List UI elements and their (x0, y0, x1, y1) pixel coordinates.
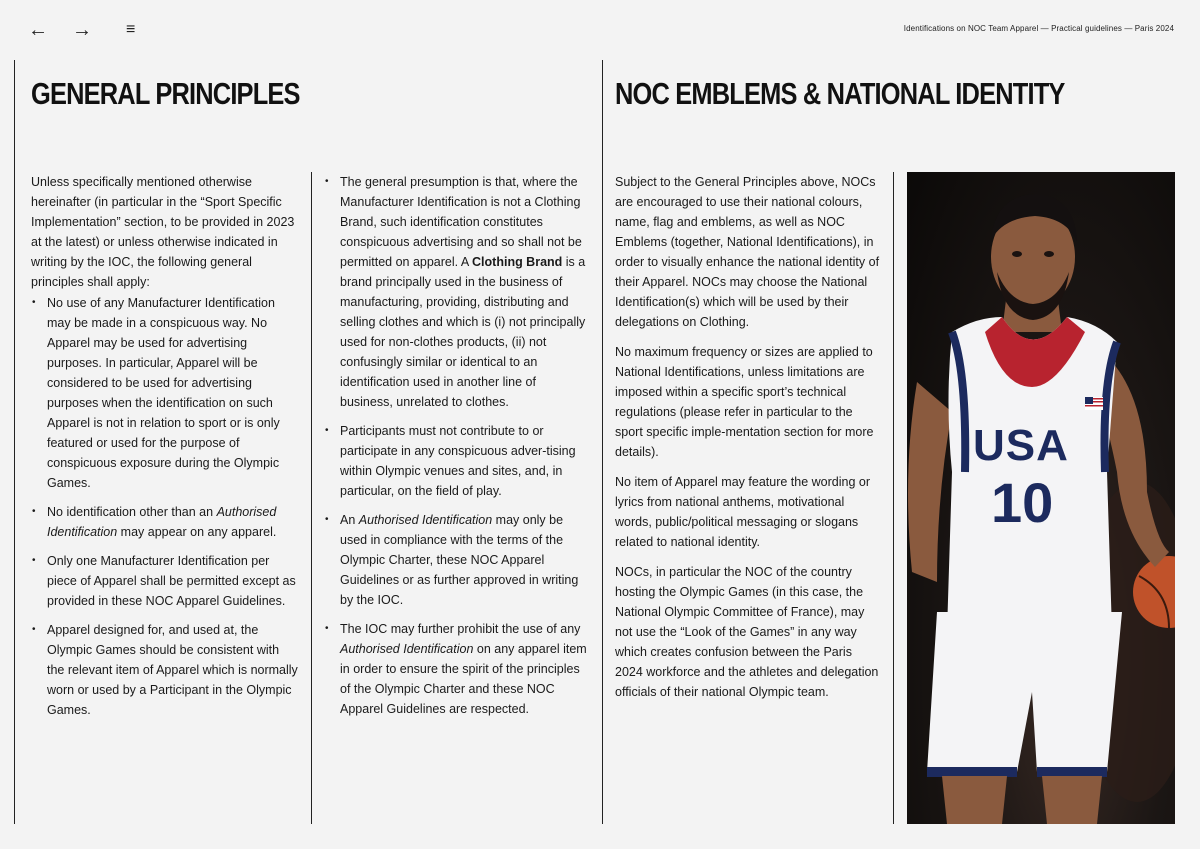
divider-middle (602, 60, 603, 824)
noc-emblems-title: NOC EMBLEMS & NATIONAL IDENTITY (615, 76, 1065, 111)
athlete-photo (907, 172, 1175, 824)
document-title: Identifications on NOC Team Apparel — Practical guidelines — Paris 2024 (903, 24, 1174, 33)
list-item: • No identification other than an Authorised Identification may appear on any apparel. (31, 502, 299, 542)
list-item: • Only one Manufacturer Identification per piece of Apparel shall be permitted except as provided in these NOC Apparel Guidelines. (31, 551, 299, 611)
list-item: • The general presumption is that, where the Manufacturer Identification is not a Clothing Brand, such identification constitutes conspicuous advertising and so shall not be permitted on apparel. A Clothing Brand is a brand principally used in the business of manufacturing, providing, distributing and selling clothes and which is (i) not principally used for non-clothes products, (ii) not confusingly similar or identical to an identification used in another line of business, unrelated to clothes. (324, 172, 590, 412)
list-item: • An Authorised Identification may only be used in compliance with the terms of the Olympic Charter, these NOC Apparel Guidelines or as further approved in writing by the IOC. (324, 510, 590, 610)
divider-column (311, 172, 312, 824)
authorised-identification-term: Authorised Identification (340, 642, 474, 656)
basketball-player-illustration (907, 172, 1175, 824)
divider-right (893, 172, 894, 824)
clothing-brand-term: Clothing Brand (472, 255, 563, 269)
list-item: • The IOC may further prohibit the use of any Authorised Identification on any apparel item in order to ensure the spirit of the principles of the Olympic Charter and these NOC Apparel Guidelines are respected. (324, 619, 590, 719)
paragraph: No item of Apparel may feature the wording or lyrics from national anthems, motivational words, public/political messaging or slogans related to national identity. (615, 475, 870, 549)
menu-icon[interactable]: ≡ (126, 21, 136, 38)
principles-list (31, 293, 299, 720)
forward-arrow-icon[interactable]: → (72, 19, 92, 41)
paragraph: NOCs, in particular the NOC of the country hosting the Olympic Games (in this case, the National Olympic Committee of France), may not use the “Look of the Games” in any way which creates confusion between the Paris 2024 workforce and the athletes and delegation officials of their national Olympic team. (615, 565, 879, 699)
noc-emblems-column (615, 172, 883, 712)
top-nav (28, 18, 135, 42)
jersey-text: USA (973, 421, 1069, 470)
general-principles-title: GENERAL PRINCIPLES (31, 76, 300, 111)
principles-list-continued (324, 172, 590, 719)
general-principles-column-2 (324, 172, 590, 728)
divider-left (14, 60, 15, 824)
list-item: • Apparel designed for, and used at, the Olympic Games should be consistent with the relevant item of Apparel which is normally worn or used by a Participant in the Olympic Games. (31, 620, 299, 720)
list-item: • Participants must not contribute to or participate in any conspicuous adver-tising within Olympic venues and sites, and, in particular, on the field of play. (324, 421, 590, 501)
jersey-number: 10 (991, 471, 1054, 534)
back-arrow-icon[interactable]: ← (28, 19, 48, 41)
list-item: • No use of any Manufacturer Identification may be made in a conspicuous way. No Apparel may be used for advertising purposes. In particular, Apparel will be considered to be used for advertising purposes when the identification on such Apparel is not in relation to sport or is only featured or used for the purpose of conspicuous exposure during the Olympic Games. (31, 293, 299, 493)
authorised-identification-term: Authorised Identification (47, 505, 277, 539)
general-principles-column-1 (31, 172, 299, 729)
intro-paragraph: Unless specifically mentioned otherwise hereinafter (in particular in the “Sport Specific Implementation” section, to be provided in 2023 at the latest) or unless otherwise indicated in writing by the IOC, the following general principles shall apply: (31, 175, 295, 289)
paragraph: No maximum frequency or sizes are applied to National Identifications, unless limitations are imposed within a specific sport’s technical regulations (please refer in particular to the sport specific imple-mentation section for more details). (615, 345, 874, 459)
paragraph: Subject to the General Principles above, NOCs are encouraged to use their national colours, name, flag and emblems, as well as NOC Emblems (together, National Identifications), in order to visually enhance the national identity of their Apparel. NOCs may choose the National Identification(s) which will be used by their delegations on Clothing. (615, 175, 880, 329)
authorised-identification-term: Authorised Identification (358, 513, 493, 527)
